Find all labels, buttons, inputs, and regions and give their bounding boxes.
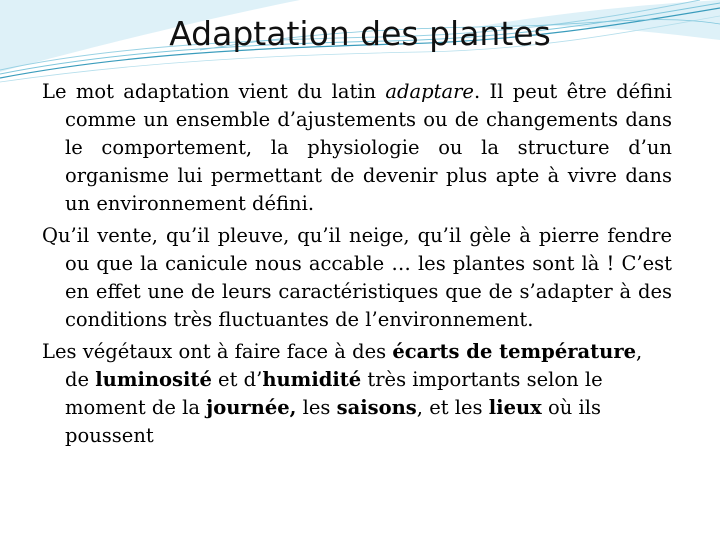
- text-segment: Les végétaux ont à faire face à des: [42, 340, 393, 363]
- text-segment: , et les: [416, 396, 489, 419]
- bold-text-segment: écarts de température: [392, 340, 636, 363]
- text-segment: Qu’il vente, qu’il pleuve, qu’il neige, qu’il gèle à pierre fendre ou que la canicule nous accable … les plantes sont là ! C’est en effet une de leurs caractéristiques que de s’adapter à des conditions très fluctuantes de l’environnement.: [42, 224, 672, 331]
- slide-body: [42, 78, 672, 454]
- slide-title: Adaptation des plantes: [169, 14, 551, 53]
- bold-text-segment: saisons: [336, 396, 417, 419]
- paragraph: [42, 338, 672, 450]
- text-segment: et d’: [211, 368, 263, 391]
- paragraph: [42, 222, 672, 334]
- text-segment: où ils poussent: [65, 396, 601, 447]
- text-segment: les: [296, 396, 337, 419]
- bold-text-segment: journée,: [206, 396, 297, 419]
- bold-text-segment: humidité: [262, 368, 362, 391]
- text-segment: , de: [65, 340, 643, 391]
- bold-text-segment: luminosité: [95, 368, 212, 391]
- text-segment: très importants selon le moment de la: [65, 368, 603, 419]
- text-segment: . Il peut être défini comme un ensemble d’ajustements ou de changements dans le comportement, la physiologie ou la structure d’un organisme lui permettant de devenir plus apte à vivre dans un environnement défini.: [65, 80, 672, 215]
- bold-text-segment: lieux: [488, 396, 542, 419]
- italic-text-segment: adaptare: [385, 80, 474, 103]
- paragraph: [42, 78, 672, 218]
- text-segment: Le mot adaptation vient du latin: [42, 80, 386, 103]
